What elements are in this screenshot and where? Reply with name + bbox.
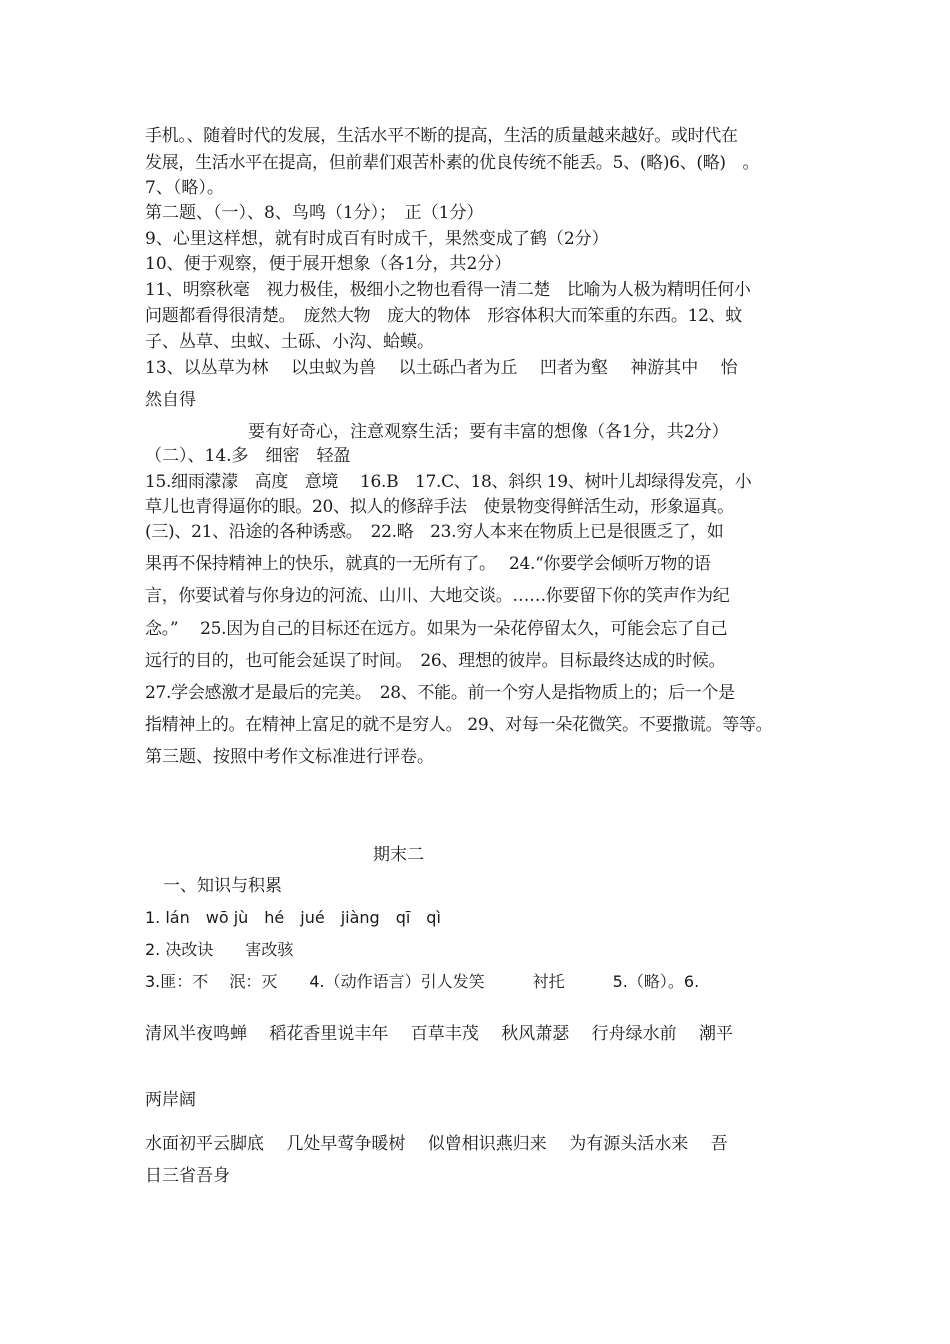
answer-line: 水面初平云脚底 几处早莺争暖树 似曾相识燕归来 为有源头活水来 吾	[145, 1134, 728, 1154]
answer-line: 言，你要试着与你身边的河流、山川、大地交谈。……你要留下你的笑声作为纪	[145, 586, 730, 606]
answer-line: 1. lán wō jù hé jué jiàng qī qì	[145, 908, 441, 927]
answer-line: 7、（略）。	[145, 178, 224, 198]
answer-line: 11、明察秋毫 视力极佳，极细小之物也看得一清二楚 比喻为人极为精明任何小	[145, 280, 751, 300]
answer-line: 果再不保持精神上的快乐，就真的一无所有了。 24.“你要学会倾听万物的语	[145, 554, 711, 574]
answer-line: （二）、14.多 细密 轻盈	[145, 446, 351, 466]
answer-line: 9、心里这样想，就有时成百有时成千，果然变成了鹤（2分）	[145, 229, 609, 249]
answer-line: 13、以丛草为林 以虫蚁为兽 以土砾凸者为丘 凹者为壑 神游其中 怡	[145, 358, 738, 378]
section-heading: 一、知识与积累	[163, 876, 282, 896]
answer-line: 第三题、按照中考作文标准进行评卷。	[145, 747, 434, 767]
answer-line: 要有好奇心，注意观察生活；要有丰富的想像（各1分，共2分）	[248, 422, 729, 442]
answer-line: 两岸阔	[145, 1090, 196, 1110]
answer-line: 日三省吾身	[145, 1166, 230, 1186]
answer-line: 指精神上的。在精神上富足的就不是穷人。 29、对每一朵花微笑。不要撒谎。等等。	[145, 715, 773, 735]
answer-line: 远行的目的，也可能会延误了时间。 26、理想的彼岸。目标最终达成的时候。	[145, 651, 726, 671]
answer-line: 问题都看得很清楚。 庞然大物 庞大的物体 形容体积大而笨重的东西。12、蚊	[145, 306, 743, 326]
answer-line: 15.细雨濛濛 高度 意境 16.B 17.C、18、斜织 19、树叶儿却绿得发亮，小	[145, 472, 752, 492]
answer-line: 念。” 25.因为自己的目标还在远方。如果为一朵花停留太久，可能会忘了自己	[145, 619, 728, 639]
answer-line: 草儿也青得逼你的眼。20、拟人的修辞手法 使景物变得鲜活生动，形象逼真。	[145, 497, 734, 517]
answer-line: 发展，生活水平在提高，但前辈们艰苦朴素的优良传统不能丢。5、(略)6、(略) 。	[145, 153, 760, 173]
answer-line: 子、丛草、虫蚁、土砾、小沟、蛤蟆。	[145, 332, 434, 352]
section-title: 期末二	[373, 845, 424, 865]
answer-line: 2. 决改诀 害改骇	[145, 940, 294, 959]
answer-line: 10、便于观察，便于展开想象（各1分，共2分）	[145, 254, 512, 274]
answer-line: 第二题、（一）、8、鸟鸣（1分）； 正（1分）	[145, 203, 484, 223]
answer-line: 清风半夜鸣蝉 稻花香里说丰年 百草丰茂 秋风萧瑟 行舟绿水前 潮平	[145, 1024, 734, 1044]
answer-line: 手机。、随着时代的发展，生活水平不断的提高，生活的质量越来越好。或时代在	[145, 126, 738, 146]
answer-line: 27.学会感激才是最后的完美。 28、不能。前一个穷人是指物质上的；后一个是	[145, 683, 735, 703]
answer-line: 然自得	[145, 390, 196, 410]
answer-line: (三)、21、沿途的各种诱惑。 22.略 23.穷人本来在物质上已是很匮乏了，如	[145, 522, 724, 542]
answer-line: 3.匪：不 泯：灭 4.（动作语言）引人发笑 衬托 5.（略）。6.	[145, 972, 700, 991]
